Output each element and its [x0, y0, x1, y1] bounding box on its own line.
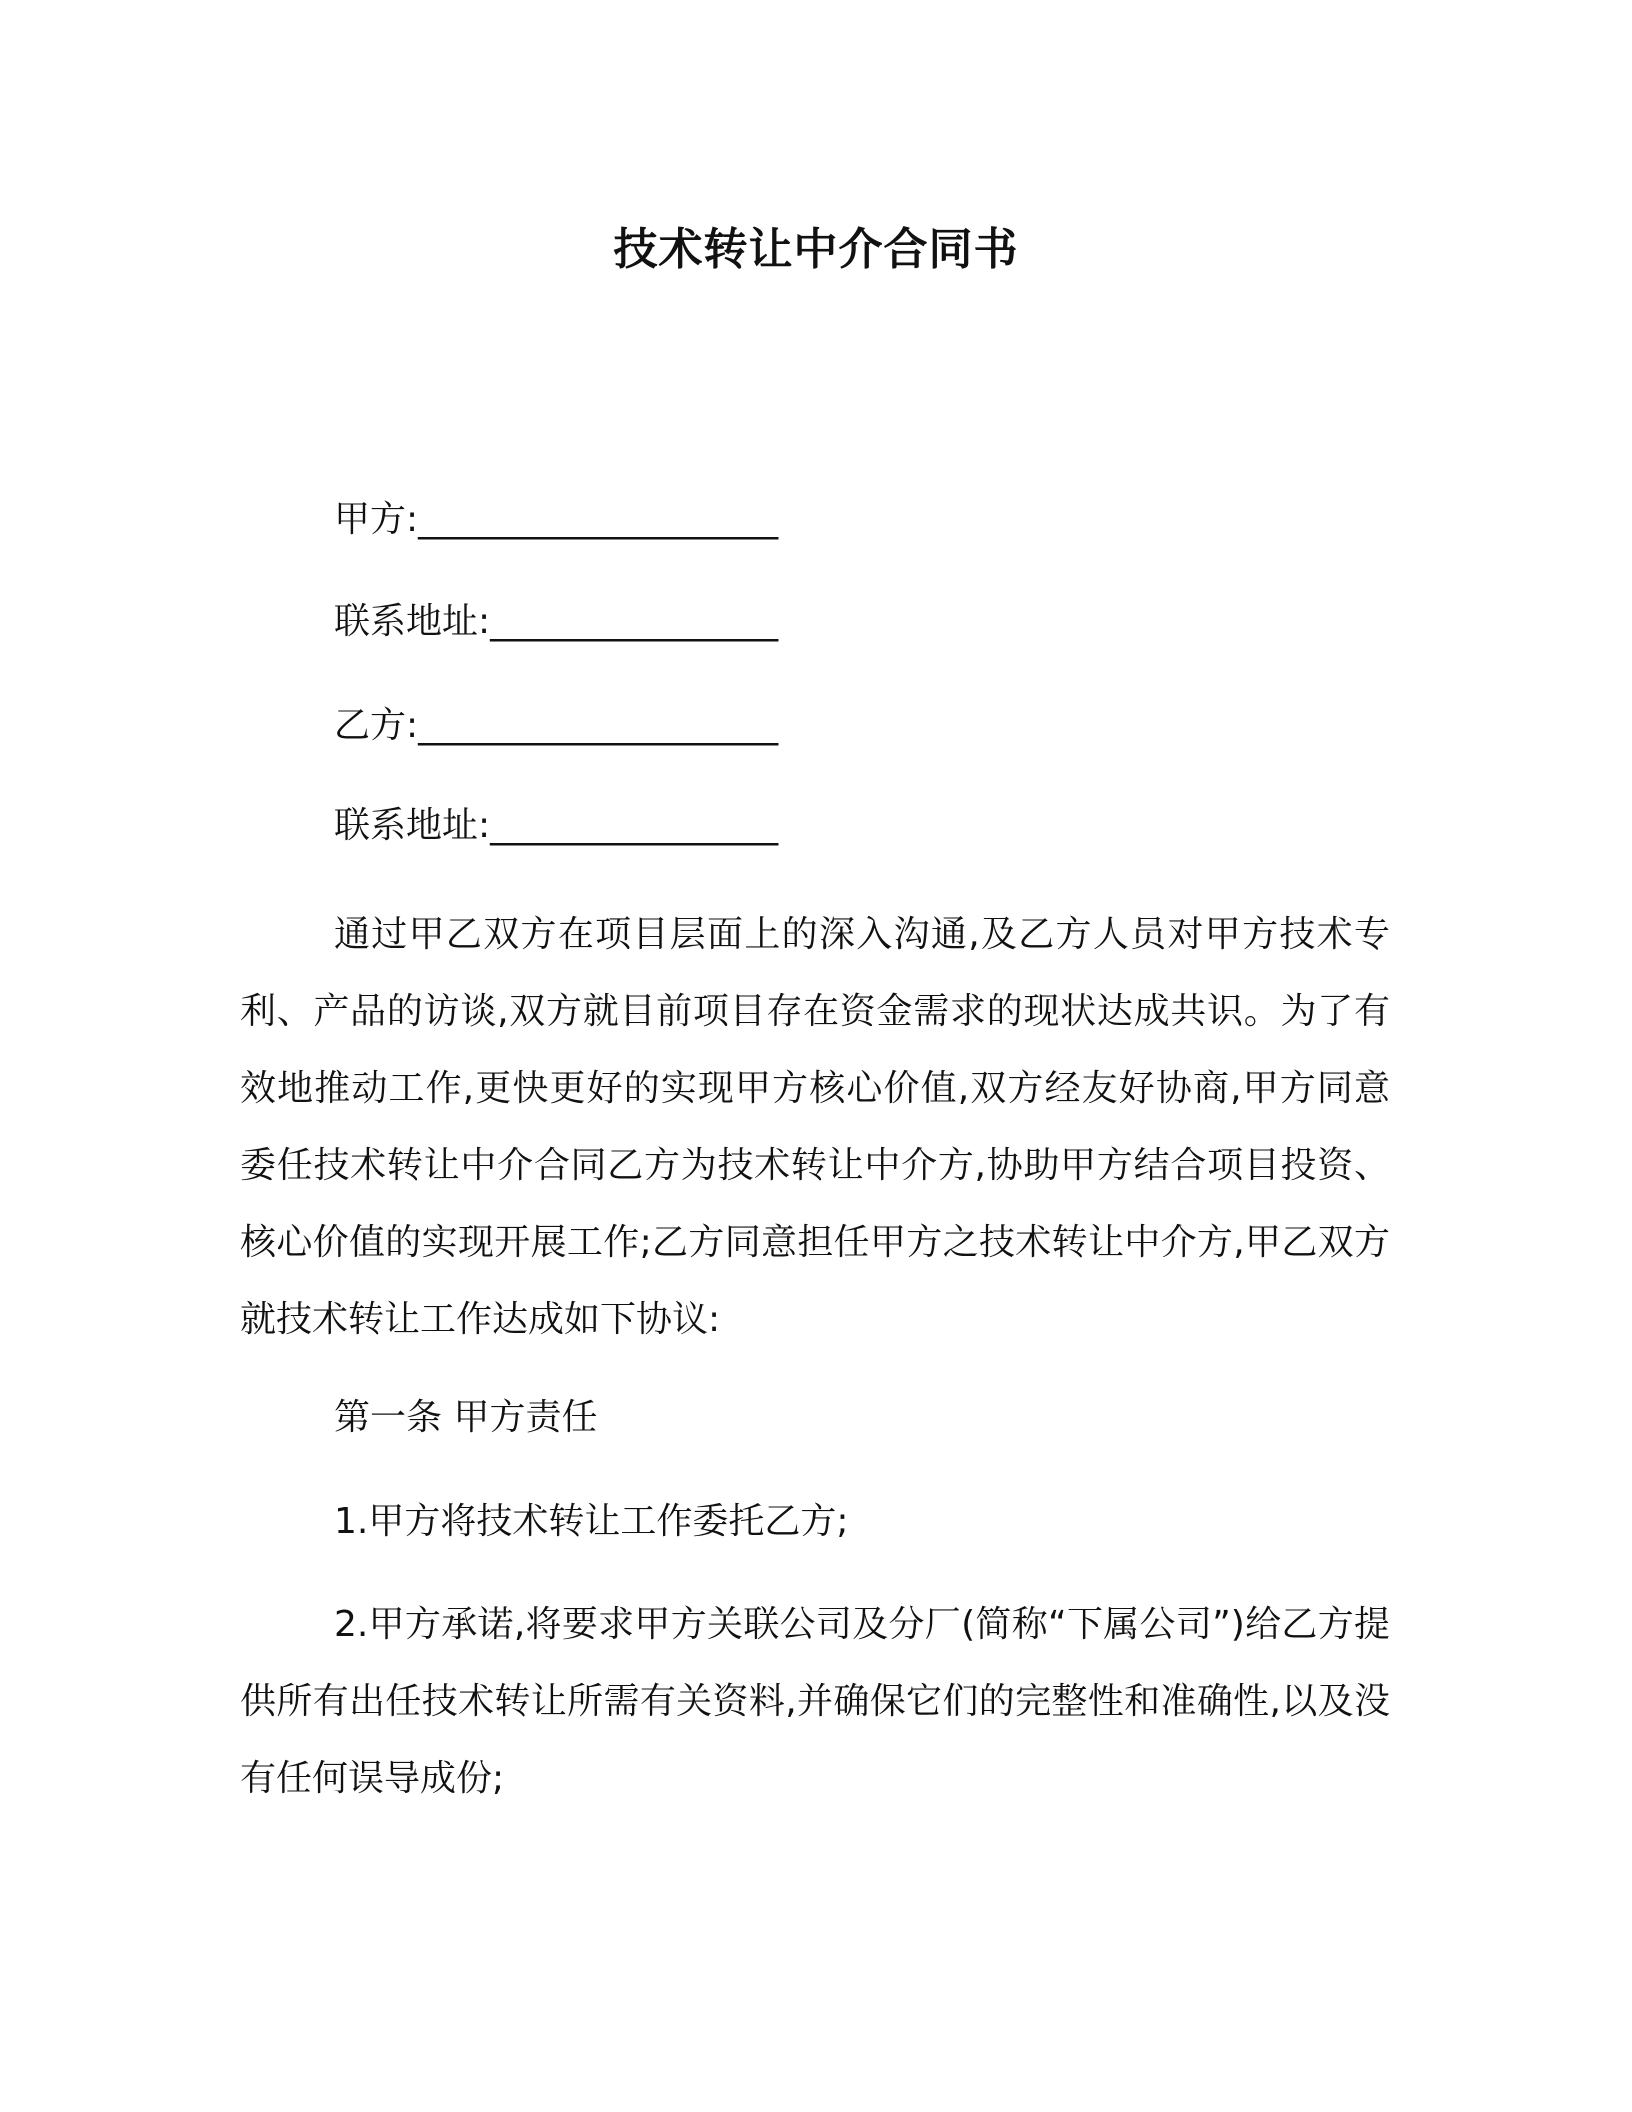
article-1-item-1: 1.甲方将技术转让工作委托乙方;	[334, 1501, 849, 1542]
article-1-item-2: 2.甲方承诺,将要求甲方关联公司及分厂(简称“下属公司”)给乙方提供所有出任技术转让所需有关资料,并确保它们的完整性和准确性,以及没有任何误导成份;	[240, 1604, 1390, 1799]
party-b-address-field: 联系地址:________________	[334, 805, 779, 846]
article-1-heading: 第一条 甲方责任	[334, 1397, 598, 1438]
party-a-address-field: 联系地址:________________	[334, 601, 779, 642]
party-a-field: 甲方:____________________	[334, 499, 779, 540]
article-1-item-2-block	[240, 1586, 1390, 1817]
preamble-block	[240, 896, 1390, 1358]
party-b-field: 乙方:____________________	[334, 705, 779, 746]
preamble-paragraph: 通过甲乙双方在项目层面上的深入沟通,及乙方人员对甲方技术专利、产品的访谈,双方就目前项目存在资金需求的现状达成共识。为了有效地推动工作,更快更好的实现甲方核心价值,双方经友好协商,甲方同意委任技术转让中介合同乙方为技术转让中介方,协助甲方结合项目投资、核心价值的实现开展工作;乙方同意担任甲方之技术转让中介方,甲乙双方就技术转让工作达成如下协议:	[240, 914, 1390, 1340]
document-title: 技术转让中介合同书	[613, 224, 1019, 275]
